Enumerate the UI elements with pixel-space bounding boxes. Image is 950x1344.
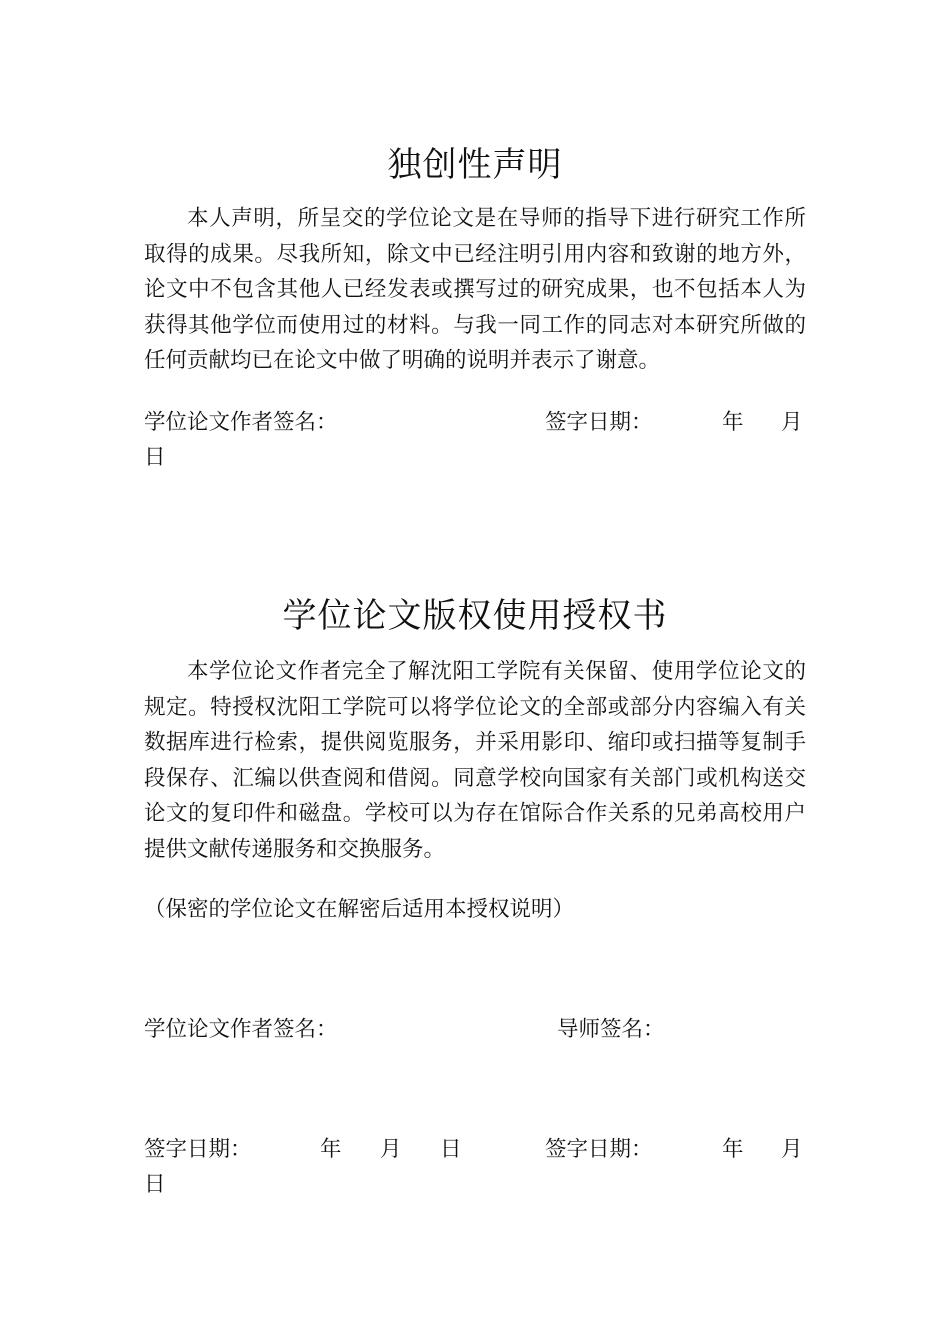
confidential-note: （保密的学位论文在解密后适用本授权说明） — [144, 897, 575, 922]
declaration-month: 月 — [781, 410, 803, 435]
declaration-title: 独创性声明 — [387, 145, 563, 185]
authorization-year-right: 年 — [722, 1137, 744, 1162]
declaration-body: 本人声明，所呈交的学位论文是在导师的指导下进行研究工作所取得的成果。尽我所知，除文中已经注明引用内容和致谢的地方外，论文中不包含其他人已经发表或撰写过的研究成果，也不包括本人为获得其他学位而使用过的材料。与我一同工作的同志对本研究所做的任何贡献均已在论文中做了明确的说明并表示了谢意。 — [144, 206, 806, 373]
authorization-year-left: 年 — [320, 1137, 342, 1162]
declaration-date-label: 签字日期： — [545, 410, 653, 435]
authorization-title: 学位论文版权使用授权书 — [282, 596, 668, 636]
authorization-date-label-right: 签字日期： — [545, 1137, 653, 1162]
authorization-month-right: 月 — [781, 1137, 803, 1162]
authorization-date-label-left: 签字日期： — [144, 1137, 252, 1162]
declaration-day: 日 — [144, 445, 166, 470]
authorization-day-left: 日 — [440, 1137, 462, 1162]
declaration-year: 年 — [722, 410, 744, 435]
authorization-author-signature-label: 学位论文作者签名： — [144, 1017, 338, 1042]
authorization-month-left: 月 — [380, 1137, 402, 1162]
authorization-day-right: 日 — [144, 1172, 166, 1197]
declaration-author-signature-label: 学位论文作者签名： — [144, 410, 338, 435]
authorization-body: 本学位论文作者完全了解沈阳工学院有关保留、使用学位论文的规定。特授权沈阳工学院可以将学位论文的全部或部分内容编入有关数据库进行检索，提供阅览服务，并采用影印、缩印或扫描等复制手段保存、汇编以供查阅和借阅。同意学校向国家有关部门或机构送交论文的复印件和磁盘。学校可以为存在馆际合作关系的兄弟高校用户提供文献传递服务和交换服务。 — [144, 659, 806, 862]
advisor-signature-label: 导师签名： — [557, 1017, 665, 1042]
